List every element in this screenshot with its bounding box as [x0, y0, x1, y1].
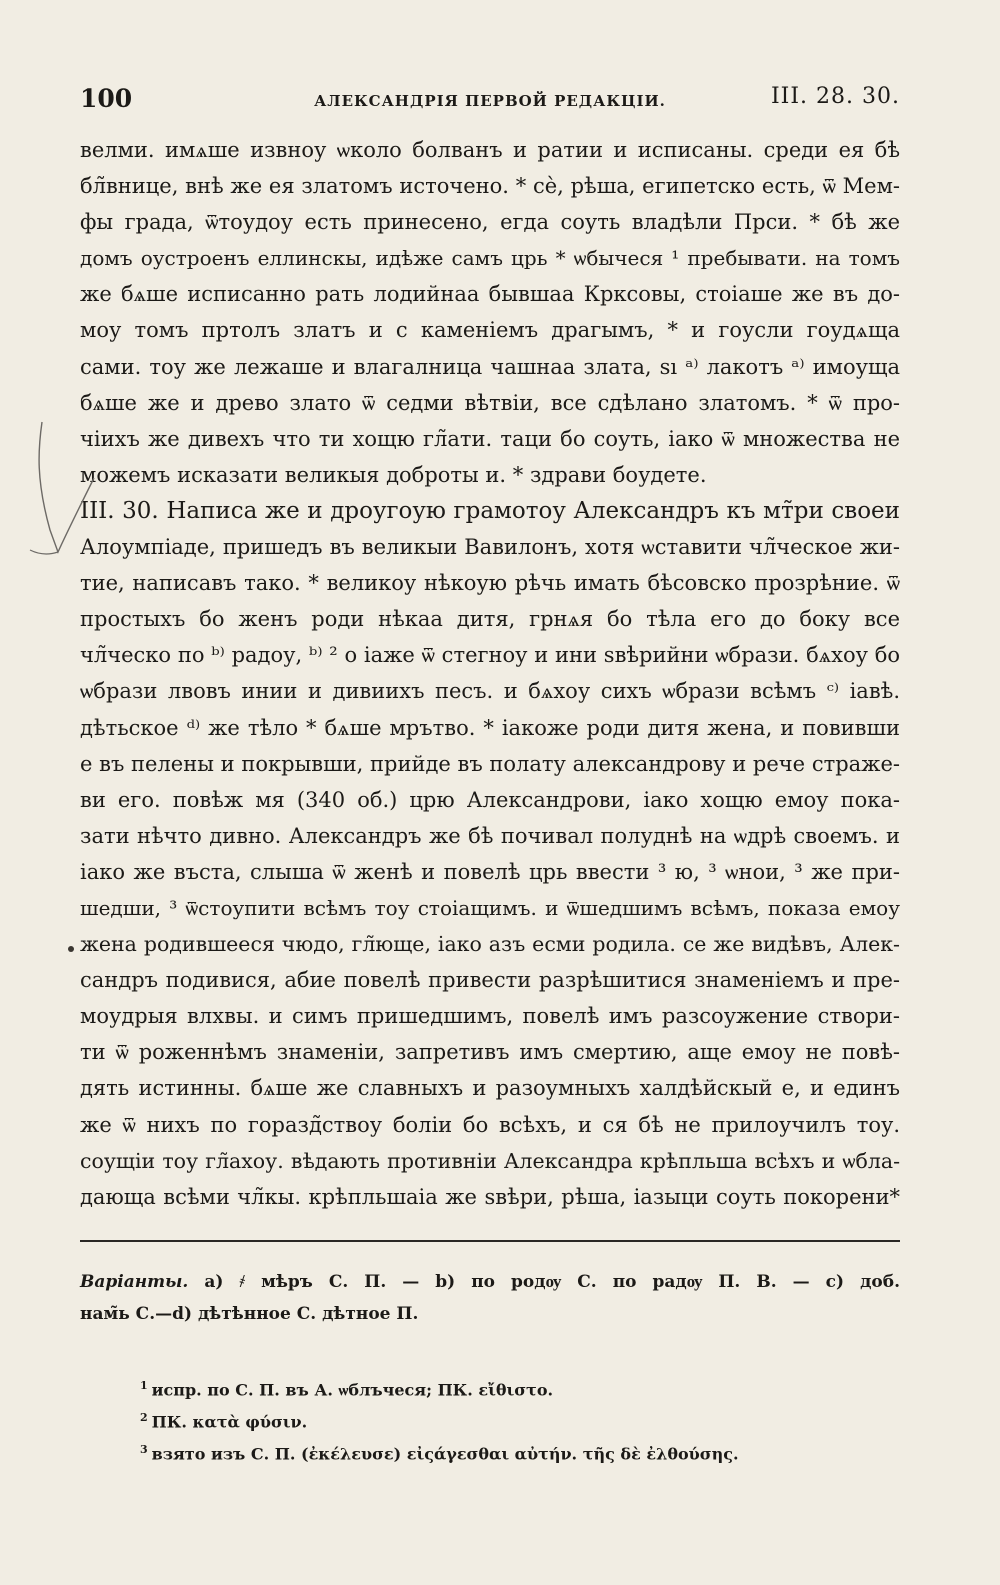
footnote-number: 2 [140, 1411, 148, 1424]
footnote-divider [80, 1240, 900, 1242]
footnote [140, 1402, 900, 1434]
text-line: тие, написавъ тако. * великоу нѣкоую рѣчь имать бѣсовско прозрѣние. ѿ [80, 571, 900, 596]
section-heading-line: III. 30. Написа же и дроугоую грамотоу Александръ къ мт̃ри своеи [80, 497, 900, 524]
text-line: простыхъ бо женъ роди нѣкаа дитя, грнѧя бо тѣла его до боку все [80, 607, 900, 632]
footnotes [140, 1370, 900, 1466]
text-line: дѣтьское ᵈ⁾ же тѣло * бѧше мрътво. * iакоже роди дитя жена, и повивши [80, 715, 900, 740]
text-line: ти ѿ роженнѣмъ знаменiи, запретивъ имъ смертию, аще емоу не повѣ- [80, 1040, 900, 1065]
text-line: iако же въста, слыша ѿ женѣ и повелѣ црь ввести ³ ю, ³ ѡнои, ³ же при- [80, 859, 900, 884]
footnote-number: 3 [140, 1443, 148, 1456]
text-line: зати нѣчто дивно. Александръ же бѣ почивал полуднѣ на ѡдрѣ своемъ. и [80, 823, 900, 848]
text-line: соущiи тоу гл̃ахоу. вѣдають противнiи Александра крѣпльша всѣхъ и ѡбла- [80, 1148, 900, 1173]
footnote [140, 1434, 900, 1466]
text-line: сандръ подивися, абие повелѣ привести разрѣшитися знаменiемъ и пре- [80, 968, 900, 993]
running-title: АЛЕКСАНДРІЯ ПЕРВОЙ РЕДАКЦІИ. [314, 92, 666, 110]
text-line: же бѧше исписанно рать лодийнаа бывшаа Крксовы, стоiаше же въ до- [80, 282, 900, 307]
text-line: домъ оустроенъ еллинскы, идѣже самъ црь * ѡбычеся ¹ пребывати. на томъ [80, 246, 900, 271]
text-line: чл̃ческо по ᵇ⁾ радоу, ᵇ⁾ ² о iаже ѿ стегноу и ини ѕвѣрийни ѡбрази. бѧхоу бо [80, 643, 900, 668]
text-line: же ѿ нихъ по горазд̃ствоу болiи бо всѣхъ, и ся бѣ не прилоучилъ тоу. [80, 1112, 900, 1137]
text-line: ви его. повѣж мя (340 об.) црю Александрови, iако хощю емоу пока- [80, 787, 900, 812]
text-line: фы града, ѿтоудоу есть принесено, егда соуть владѣли Прси. * бѣ же [80, 210, 900, 235]
page-number: 100 [80, 84, 133, 113]
text-line: сами. тоу же лежаше и влагалница чашнаа злата, ѕı ᵃ⁾ лакотъ ᵃ⁾ имоуща [80, 354, 900, 379]
text-line: бл̃внице, внѣ же ея златомъ источено. * сѐ, рѣша, египетско есть, ѿ Мем- [80, 174, 900, 199]
text-line: жена родившееся чюдо, гл̃юще, iако азъ есми родила. се же видѣвъ, Алек- [80, 932, 900, 957]
text-line: ѡбрази лвовъ инии и дивиихъ песъ. и бѧхоу сихъ ѡбрази всѣмъ ᶜ⁾ iавѣ. [80, 679, 900, 704]
variants-label: Варiанты. [80, 1272, 189, 1292]
variants-text: a) ҂ мѣръ С. П. — b) по родѹ С. по радѹ П. В. — c) доб. [204, 1272, 900, 1292]
text-line: моу томъ пртолъ златъ и с каменiемъ драгымъ, * и гоусли гоудѧща [80, 318, 900, 343]
footnote-text: испр. по С. П. въ А. ѡблъчеся; ПК. εἴθιστο. [151, 1380, 554, 1400]
text-line: моудрыя влхвы. и симъ пришедшимъ, повелѣ имъ разсоужение створи- [80, 1004, 900, 1029]
variants-line: нам̃ь С.—d) дѣтѣнное С. дѣтное П. [80, 1304, 419, 1324]
main-text [80, 132, 900, 1215]
text-line: дающа всѣми чл̃кы. крѣпльшаiа же ѕвѣри, рѣша, iазыци соуть покорени* [80, 1184, 900, 1209]
footnote-text: ПК. κατὰ φύσιν. [151, 1412, 308, 1432]
footnote [140, 1370, 900, 1402]
pencil-margin-mark [28, 420, 98, 570]
text-line: чiихъ же дивехъ что ти хощю гл̃ати. таци бо соуть, iако ѿ множества не [80, 426, 900, 451]
text-line: велми. имѧше извноу ѡколо болванъ и ратии и исписаны. среди ея бѣ [80, 138, 900, 162]
section-reference: III. 28. 30. [770, 84, 900, 109]
variants-line [80, 1266, 900, 1298]
text-line: Алоумпiаде, пришедъ въ великыи Вавилонъ, хотя ѡставити чл̃ческое жи- [80, 535, 900, 560]
text-line: е въ пелены и покрывши, прийде въ полату александрову и рече страже- [80, 751, 900, 776]
footnote-number: 1 [140, 1379, 148, 1392]
ink-spot [68, 946, 74, 952]
running-head [80, 84, 900, 124]
text-line: можемъ исказати великыя доброты и. * здрави боудете. [80, 462, 707, 487]
text-line: дять истинны. бѧше же славныхъ и разоумныхъ халдѣйскый е, и единъ [80, 1076, 900, 1101]
text-line: шедши, ³ ѿстоупити всѣмъ тоу стоiащимъ. и ѿшедшимъ всѣмъ, показа емоу [80, 895, 900, 920]
text-line: бѧше же и древо злато ѿ седми вѣтвiи, все сдѣлано златомъ. * ѿ про- [80, 390, 900, 415]
footnote-text: взято изъ С. П. (ἐκέλευσε) εἰςάγεσθαι αὐτήν. τῆς δὲ ἐλθούσης. [151, 1444, 739, 1464]
variant-readings [80, 1266, 900, 1330]
